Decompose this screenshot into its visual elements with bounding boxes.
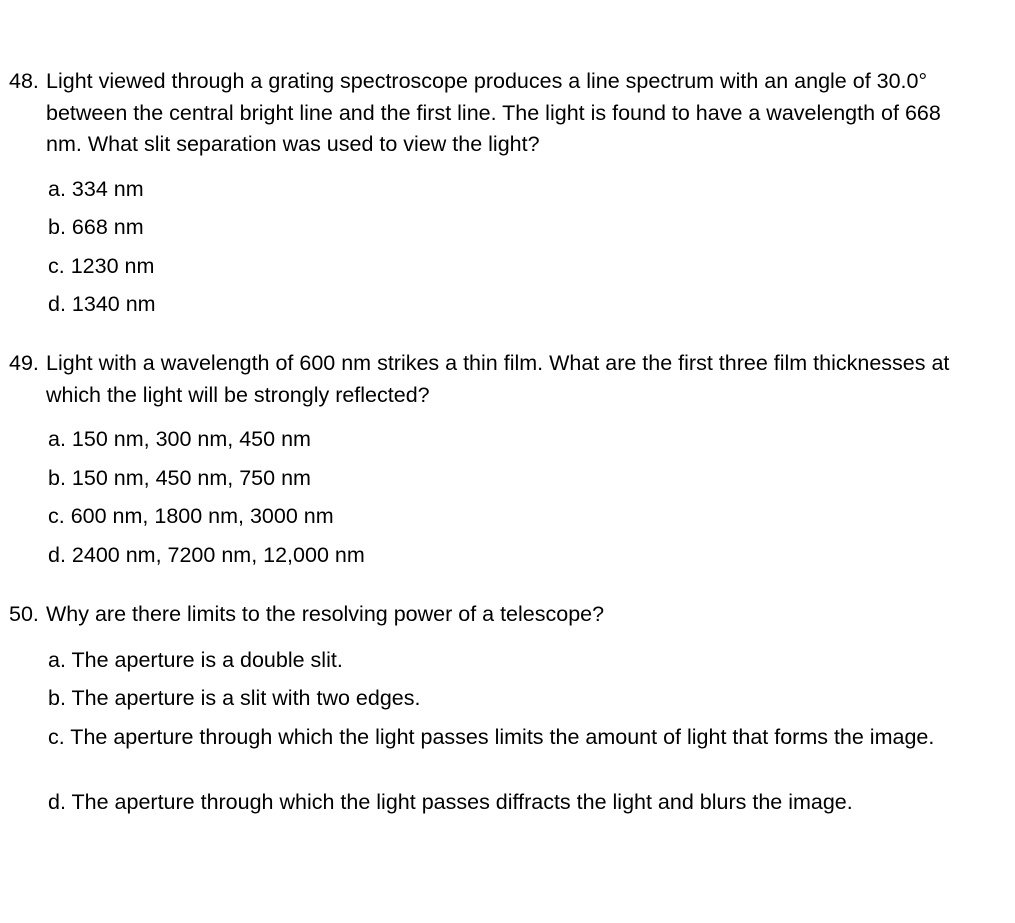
question-number: 49.	[9, 351, 39, 375]
answer-choices	[0, 426, 1000, 580]
question-50	[0, 599, 1000, 827]
answer-choice-d[interactable]	[0, 542, 1000, 581]
answer-choices	[0, 176, 1000, 330]
answer-choices	[0, 647, 1000, 828]
question-text: Why are there limits to the resolving power of a telescope?	[46, 602, 605, 626]
answer-choice-a[interactable]	[0, 426, 1000, 465]
choice-text: d. The aperture through which the light passes diffracts the light and blurs the image.	[48, 789, 853, 814]
choice-text: a. 334 nm	[48, 176, 144, 201]
answer-choice-c[interactable]	[0, 724, 1000, 789]
choice-text: d. 1340 nm	[48, 292, 156, 316]
answer-choice-c[interactable]	[0, 253, 1000, 292]
choice-text: c. 1230 nm	[48, 253, 155, 278]
answer-choice-b[interactable]	[0, 465, 1000, 504]
answer-choice-b[interactable]	[0, 685, 1000, 724]
choice-text: a. The aperture is a double slit.	[48, 647, 343, 672]
choice-text: a. 150 nm, 300 nm, 450 nm	[48, 427, 311, 451]
question-48	[0, 66, 1000, 330]
answer-choice-c[interactable]	[0, 503, 1000, 542]
question-text: Light viewed through a grating spectroscope produces a line spectrum with an angle of 30.0° between the central bright line and the first line. The light is found to have a wavelength of 668 nm. What slit separation was used to view the light?	[46, 69, 941, 156]
choice-text: b. 150 nm, 450 nm, 750 nm	[48, 465, 311, 490]
choice-text: b. 668 nm	[48, 215, 144, 239]
answer-choice-d[interactable]	[0, 789, 1000, 828]
choice-text: c. The aperture through which the light passes limits the amount of light that forms the image.	[48, 724, 935, 749]
answer-choice-b[interactable]	[0, 214, 1000, 253]
question-49	[0, 348, 1000, 580]
choice-text: b. The aperture is a slit with two edges.	[48, 686, 421, 710]
question-number: 48.	[9, 69, 39, 93]
choice-text: c. 600 nm, 1800 nm, 3000 nm	[48, 504, 334, 528]
answer-choice-a[interactable]	[0, 647, 1000, 686]
question-stem	[0, 599, 1000, 631]
question-number: 50.	[9, 602, 39, 626]
question-text: Light with a wavelength of 600 nm strikes a thin film. What are the first three film thicknesses at which the light will be strongly reflected?	[46, 351, 950, 407]
question-stem	[0, 66, 1000, 161]
question-stem	[0, 348, 1000, 411]
answer-choice-d[interactable]	[0, 291, 1000, 330]
choice-text: d. 2400 nm, 7200 nm, 12,000 nm	[48, 542, 365, 567]
answer-choice-a[interactable]	[0, 176, 1000, 215]
